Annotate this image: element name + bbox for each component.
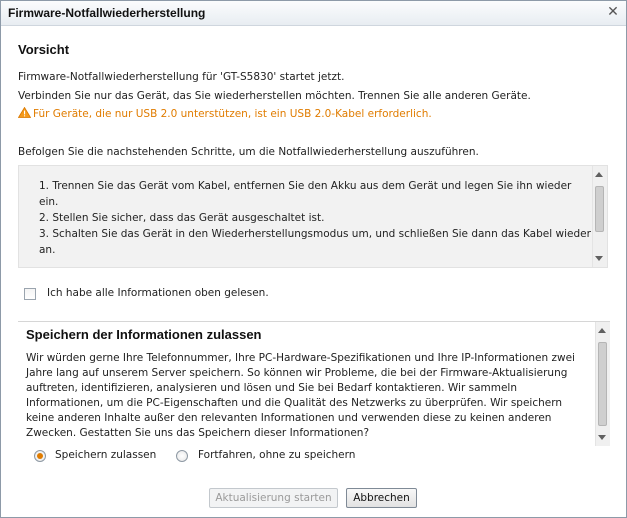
read-confirmation-label[interactable]: Ich habe alle Informationen oben gelesen. — [47, 287, 269, 299]
scroll-up-arrow-icon[interactable] — [598, 328, 606, 333]
privacy-title: Speichern der Informationen zulassen — [26, 327, 262, 342]
no-storage-label[interactable]: Fortfahren, ohne zu speichern — [198, 449, 356, 461]
privacy-text: Wir würden gerne Ihre Telefonnummer, Ihre PC-Hardware-Spezifikationen und Ihre IP-Informationen zwei Jahre lang auf unserem Server speichern. So können wir Probleme, die bei der Firmware-Aktualisierung auftreten, identifizieren, analysieren und lösen und Sie bei Bedarf kontaktieren. Wir sammeln Informationen, um die PC-Eigenschaften und die Qualität des Netzwerks zu überprüfen. Wir speichern keine anderen Inhalte außer den relevanten Informationen und verwenden diese zu keinen anderen Zwecken. Gestatten Sie uns das Speichern dieser Informationen? — [26, 352, 575, 439]
no-storage-radio[interactable] — [176, 450, 188, 462]
scroll-thumb[interactable] — [598, 342, 607, 426]
step-item: 2. Stellen Sie sicher, dass das Gerät ausgeschaltet ist. — [39, 212, 325, 224]
scroll-thumb[interactable] — [595, 186, 604, 232]
privacy-options — [1, 449, 627, 465]
instructions-text: Befolgen Sie die nachstehenden Schritte, um die Notfallwiederherstellung auszuführen. — [18, 146, 479, 158]
cancel-button[interactable]: Abbrechen — [346, 488, 417, 508]
read-confirmation-checkbox[interactable] — [24, 288, 36, 300]
scroll-down-arrow-icon[interactable] — [598, 435, 606, 440]
allow-storage-label[interactable]: Speichern zulassen — [55, 449, 157, 461]
privacy-scrollbar[interactable] — [595, 322, 610, 446]
steps-panel — [18, 165, 608, 268]
steps-list — [39, 178, 594, 258]
allow-storage-radio[interactable] — [34, 450, 46, 462]
usb-warning — [18, 107, 432, 120]
title-bar[interactable] — [1, 1, 626, 26]
start-update-button[interactable]: Aktualisierung starten — [209, 488, 338, 508]
warning-triangle-icon — [18, 107, 31, 118]
scroll-up-arrow-icon[interactable] — [595, 172, 603, 177]
caution-line-1: Firmware-Notfallwiederherstellung für 'GT-S5830' startet jetzt. — [18, 71, 345, 83]
step-item: 1. Trennen Sie das Gerät vom Kabel, entfernen Sie den Akku aus dem Gerät und legen Sie ihn wieder ein. — [39, 180, 575, 208]
scroll-down-arrow-icon[interactable] — [595, 256, 603, 261]
steps-scrollbar[interactable] — [592, 166, 607, 267]
privacy-panel — [18, 321, 610, 447]
caution-heading: Vorsicht — [18, 42, 70, 57]
step-item: 3. Schalten Sie das Gerät in den Wiederherstellungsmodus um, und schließen Sie dann das Kabel wieder an. — [39, 228, 591, 256]
caution-line-2: Verbinden Sie nur das Gerät, das Sie wiederherstellen möchten. Trennen Sie alle anderen Geräte. — [18, 90, 531, 102]
usb-warning-text: Für Geräte, die nur USB 2.0 unterstützen, ist ein USB 2.0-Kabel erforderlich. — [33, 108, 432, 120]
close-icon[interactable]: ✕ — [607, 4, 619, 20]
window-title: Firmware-Notfallwiederherstellung — [8, 6, 206, 20]
